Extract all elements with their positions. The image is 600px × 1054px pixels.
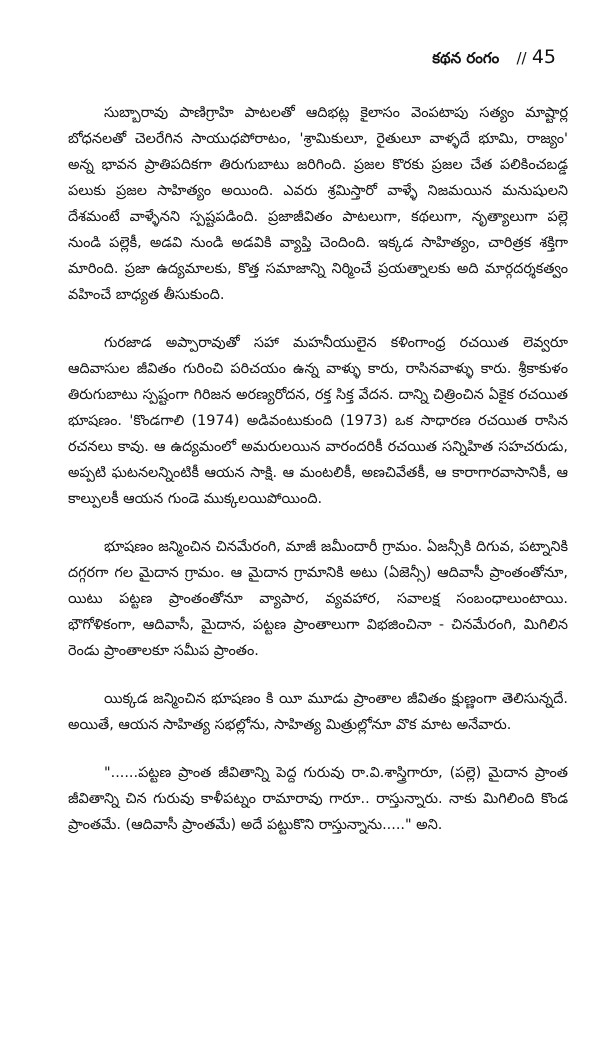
paragraph: యిక్కడ జన్మించిన భూషణం కి యీ మూడు ప్రాంతాల జీవితం క్షుణ్ణంగా తెలిసున్నదే. అయితే, ఆయన సాహిత్య సభల్లోను, సాహిత్య మిత్రుల్లోనూ వొక మాట అనేవారు. <box>68 691 568 733</box>
running-header <box>432 46 556 71</box>
paragraph: గురజాడ అప్పారావుతో సహా మహనీయులైన కళింగాంధ్ర రచయిత లెవ్వరూ ఆదివాసుల జీవితం గురించి పరిచయం ఉన్న వాళ్ళు కారు, రాసినవాళ్ళు కారు. శ్రీకాకుళం తిరుగుబాటు స్పష్టంగా గిరిజన అరణ్యరోదన, రక్త సిక్త వేదన. దాన్ని చిత్రించిన ఏకైక రచయిత భూషణం. 'కొండగాలి (1974) అడివంటుకుంది (1973) ఒక సాధారణ రచయిత రాసిన రచనలు కావు. ఆ ఉద్యమంలో అమరులయిన వారందరికీ రచయిత సన్నిహిత సహచరుడు, అప్పటి ఘటనలన్నింటికీ ఆయన సాక్షి. ఆ మంటలికీ, అణచివేతకీ, ఆ కారాగారవాసానికీ, ఆ కాల్పులకీ ఆయన గుండె ముక్కలయిపోయింది. <box>68 335 568 507</box>
paragraph: భూషణం జన్మించిన చినమేరంగి, మాజీ జమీందారీ గ్రామం. ఏజన్సీకి దిగువ, పట్నానికి దగ్గరగా గల మైదాన గ్రామం. ఆ మైదాన గ్రామానికి అటు (ఏజెన్సీ) ఆదివాసీ ప్రాంతంతోనూ, యిటు పట్టణ ప్రాంతంతోనూ వ్యాపార, వ్యవహార, సవాలక్ష సంబంధాలుంటాయి. భౌగోళికంగా, ఆదివాసీ, మైదాన, పట్టణ ప్రాంతాలుగా విభజించినా - చినమేరంగి, మిగిలిన రెండు ప్రాంతాలకూ సమీప ప్రాంతం. <box>68 539 568 659</box>
paragraph: "......పట్టణ ప్రాంత జీవితాన్ని పెద్ద గురువు రా.వి.శాస్త్రిగారూ, (పల్లె) మైదాన ప్రాంత జీవితాన్ని చిన గురువు కాళీపట్నం రామారావు గారూ.. రాస్తున్నారు. నాకు మిగిలింది కొండ ప్రాంతమే. (ఆదివాసీ ప్రాంతమే) అదే పట్టుకొని రాస్తున్నాను....." అని. <box>68 765 568 833</box>
page-number: 45 <box>531 46 556 68</box>
running-separator: // <box>516 49 527 67</box>
paragraph: సుబ్బారావు పాణిగ్రాహి పాటలతో ఆదిభట్ల కైలాసం వెంపటాపు సత్యం మాష్టార్ల బోధనలతో చెలరేగిన సాయుధపోరాటం, 'శ్రామికులూ, రైతులూ వాళ్ళదే భూమి, రాజ్యం' అన్న భావన ప్రాతిపదికగా తిరుగుబాటు జరిగింది. ప్రజల కొరకు ప్రజల చేత పలికించబడ్డ పలుకు ప్రజల సాహిత్యం అయింది. ఎవరు శ్రమిస్తారో వాళ్ళే నిజమయిన మనుషులని దేశమంటే వాళ్ళేనని స్పష్టపడింది. ప్రజాజీవితం పాటలుగా, కథలుగా, నృత్యాలుగా పల్లె నుండి పల్లెకీ, అడవి నుండి అడవికి వ్యాప్తి చెందింది. ఇక్కడ సాహిత్యం, చారిత్రక శక్తిగా మారింది. ప్రజా ఉద్యమాలకు, కొత్త సమాజాన్ని నిర్మించే ప్రయత్నాలకు అది మార్గదర్శకత్వం వహించే బాధ్యత తీసుకుంది. <box>68 105 568 303</box>
body-text <box>68 100 568 860</box>
running-title: కథన రంగం <box>432 49 500 67</box>
